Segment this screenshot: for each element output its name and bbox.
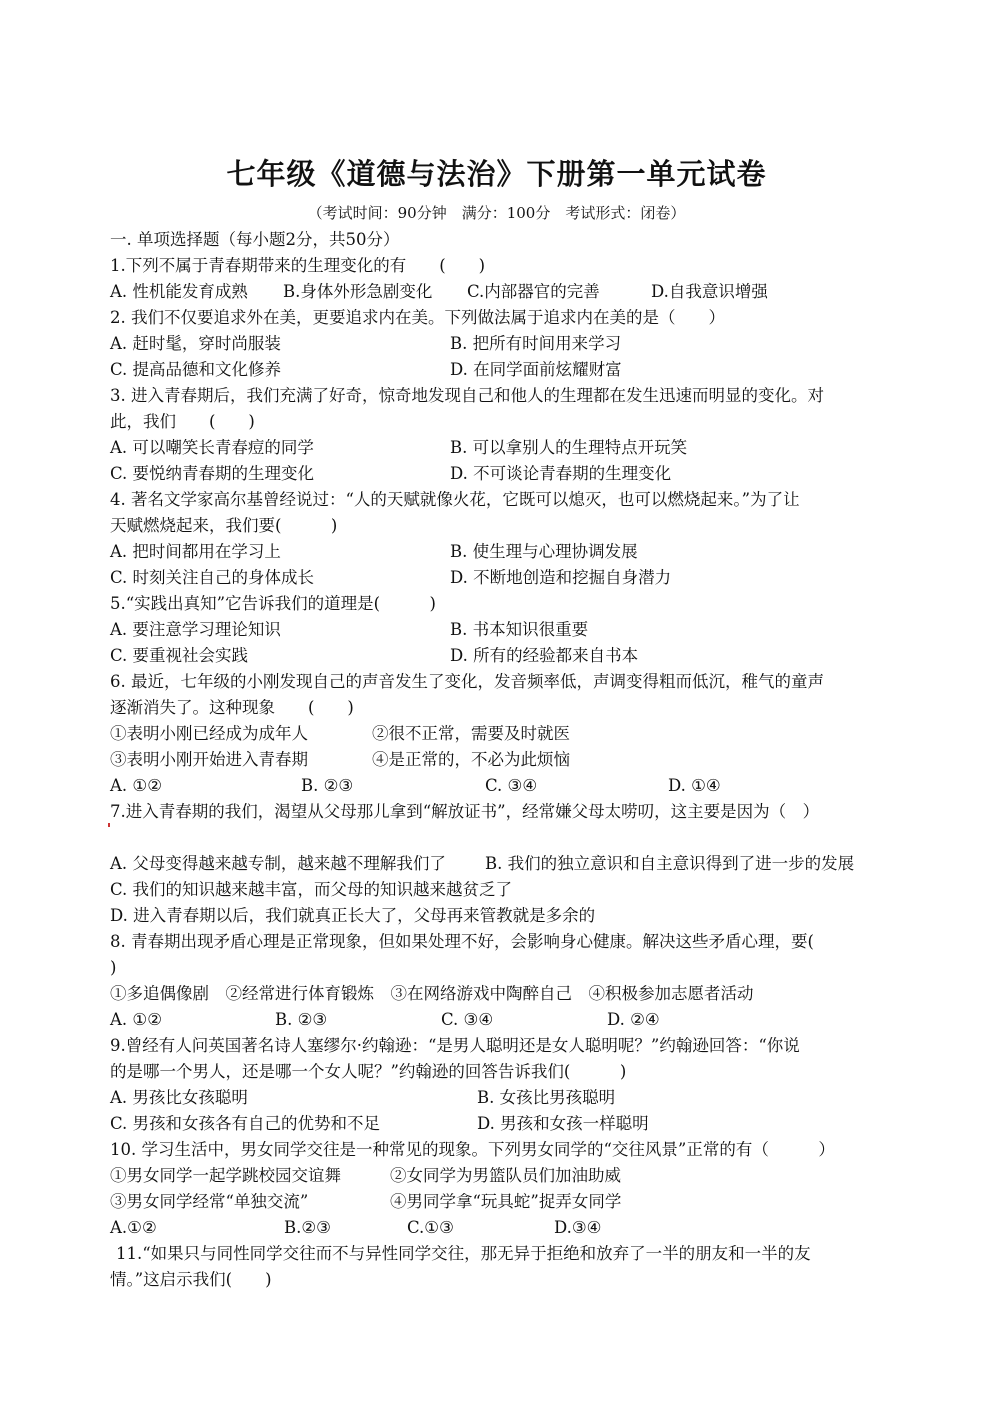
q4-option-d: D. 不断地创造和挖掘自身潜力 (450, 568, 672, 587)
q10-option-b: B.②③ (284, 1218, 331, 1237)
q6-option-d: D. ①④ (668, 776, 721, 795)
q1-option-b: B.身体外形急剧变化 (283, 282, 433, 301)
q1-option-d: D.自我意识增强 (651, 282, 768, 301)
exam-info: （考试时间：90分钟 满分：100分 考试形式：闭卷） (307, 204, 686, 222)
question-2-stem: 2. 我们不仅要追求外在美，更要追求内在美。下列做法属于追求内在美的是（ ） (110, 308, 725, 327)
q10-statement-1: ①男女同学一起学跳校园交谊舞 (110, 1166, 341, 1185)
question-4-stem: 4. 著名文学家高尔基曾经说过：“人的天赋就像火花，它既可以熄灭，也可以燃烧起来。”为了让 (110, 490, 800, 509)
exam-title: 七年级《道德与法治》下册第一单元试卷 (226, 157, 767, 191)
q2-option-b: B. 把所有时间用来学习 (450, 334, 622, 353)
question-10-stem: 10. 学习生活中，男女同学交往是一种常见的现象。下列男女同学的“交往风景”正常的有（ ） (110, 1140, 835, 1159)
question-7-stem: 7.进入青春期的我们，渴望从父母那儿拿到“解放证书”，经常嫌父母太唠叨，这主要是因为（ ） (110, 802, 820, 821)
question-9-stem: 9.曾经有人问英国著名诗人塞缪尔·约翰逊：“是男人聪明还是女人聪明呢？”约翰逊回答：“你说 (110, 1036, 800, 1055)
q3-option-c: C. 要悦纳青春期的生理变化 (110, 464, 315, 483)
q7-option-d: D. 进入青春期以后，我们就真正长大了，父母再来管教就是多余的 (110, 906, 596, 925)
q6-statement-3: ③表明小刚开始进入青春期 (110, 750, 308, 769)
q6-statement-4: ④是正常的，不必为此烦恼 (372, 750, 570, 769)
question-6-stem-cont: 逐渐消失了。这种现象 ( ) (110, 698, 354, 717)
question-1-stem: 1.下列不属于青春期带来的生理变化的有 ( ) (110, 256, 486, 275)
q7-option-a: A. 父母变得越来越专制，越来越不理解我们了 (110, 854, 446, 873)
question-5-stem: 5.“实践出真知”它告诉我们的道理是( ) (110, 594, 436, 613)
q5-option-c: C. 要重视社会实践 (110, 646, 249, 665)
q9-option-a: A. 男孩比女孩聪明 (110, 1088, 248, 1107)
q7-option-c: C. 我们的知识越来越丰富，而父母的知识越来越贫乏了 (110, 880, 513, 899)
q9-option-c: C. 男孩和女孩各有自己的优势和不足 (110, 1114, 381, 1133)
q6-option-c: C. ③④ (485, 776, 538, 795)
q10-option-c: C.①③ (407, 1218, 454, 1237)
question-9-stem-cont: 的是哪一个男人，还是哪一个女人呢？”约翰逊的回答告诉我们( ) (110, 1062, 627, 1081)
q5-option-b: B. 书本知识很重要 (450, 620, 589, 639)
question-6-stem: 6. 最近，七年级的小刚发现自己的声音发生了变化，发音频率低，声调变得粗而低沉，稚气的童声 (110, 672, 824, 691)
section-heading: 一. 单项选择题（每小题2分，共50分） (110, 230, 400, 249)
question-3-stem-cont: 此，我们 ( ) (110, 412, 255, 431)
question-11-stem-cont: 情。”这启示我们( ) (110, 1270, 272, 1289)
q8-option-a: A. ①② (110, 1010, 162, 1029)
q4-option-a: A. 把时间都用在学习上 (110, 542, 281, 561)
question-8-stem: 8. 青春期出现矛盾心理是正常现象，但如果处理不好，会影响身心健康。解决这些矛盾心理，要( (110, 932, 814, 951)
question-3-stem: 3. 进入青春期后，我们充满了好奇，惊奇地发现自己和他人的生理都在发生迅速而明显的变化。对 (110, 386, 824, 405)
q9-option-b: B. 女孩比男孩聪明 (477, 1088, 616, 1107)
q8-statements: ①多追偶像剧 ②经常进行体育锻炼 ③在网络游戏中陶醉自己 ④积极参加志愿者活动 (110, 984, 754, 1003)
q2-option-d: D. 在同学面前炫耀财富 (450, 360, 622, 379)
q4-option-c: C. 时刻关注自己的身体成长 (110, 568, 315, 587)
q6-statement-2: ②很不正常，需要及时就医 (372, 724, 570, 743)
q10-option-a: A.①② (110, 1218, 157, 1237)
q8-option-b: B. ②③ (275, 1010, 328, 1029)
q1-option-c: C.内部器官的完善 (467, 282, 600, 301)
q4-option-b: B. 使生理与心理协调发展 (450, 542, 638, 561)
q9-option-d: D. 男孩和女孩一样聪明 (477, 1114, 649, 1133)
q6-statement-1: ①表明小刚已经成为成年人 (110, 724, 308, 743)
q2-option-c: C. 提高品德和文化修养 (110, 360, 282, 379)
q10-statement-3: ③男女同学经常“单独交流” (110, 1192, 309, 1211)
q3-option-d: D. 不可谈论青春期的生理变化 (450, 464, 672, 483)
q10-option-d: D.③④ (554, 1218, 602, 1237)
question-11-stem: 11.“如果只与同性同学交往而不与异性同学交往，那无异于拒绝和放弃了一半的朋友和一半的友 (116, 1244, 811, 1263)
q5-option-d: D. 所有的经验都来自书本 (450, 646, 639, 665)
q10-statement-4: ④男同学拿“玩具蛇”捉弄女同学 (390, 1192, 622, 1211)
q8-option-d: D. ②④ (607, 1010, 660, 1029)
q1-option-a: A. 性机能发育成熟 (110, 282, 248, 301)
q10-statement-2: ②女同学为男篮队员们加油助威 (390, 1166, 621, 1185)
q6-option-b: B. ②③ (301, 776, 354, 795)
q3-option-b: B. 可以拿别人的生理特点开玩笑 (450, 438, 688, 457)
q5-option-a: A. 要注意学习理论知识 (110, 620, 281, 639)
question-8-stem-cont: ) (110, 958, 117, 977)
q7-option-b: B. 我们的独立意识和自主意识得到了进一步的发展 (485, 854, 855, 873)
q3-option-a: A. 可以嘲笑长青春痘的同学 (110, 438, 314, 457)
q6-option-a: A. ①② (110, 776, 162, 795)
red-mark (108, 823, 110, 827)
q2-option-a: A. 赶时髦，穿时尚服装 (110, 334, 281, 353)
q8-option-c: C. ③④ (441, 1010, 494, 1029)
question-4-stem-cont: 天赋燃烧起来，我们要( ) (110, 516, 338, 535)
